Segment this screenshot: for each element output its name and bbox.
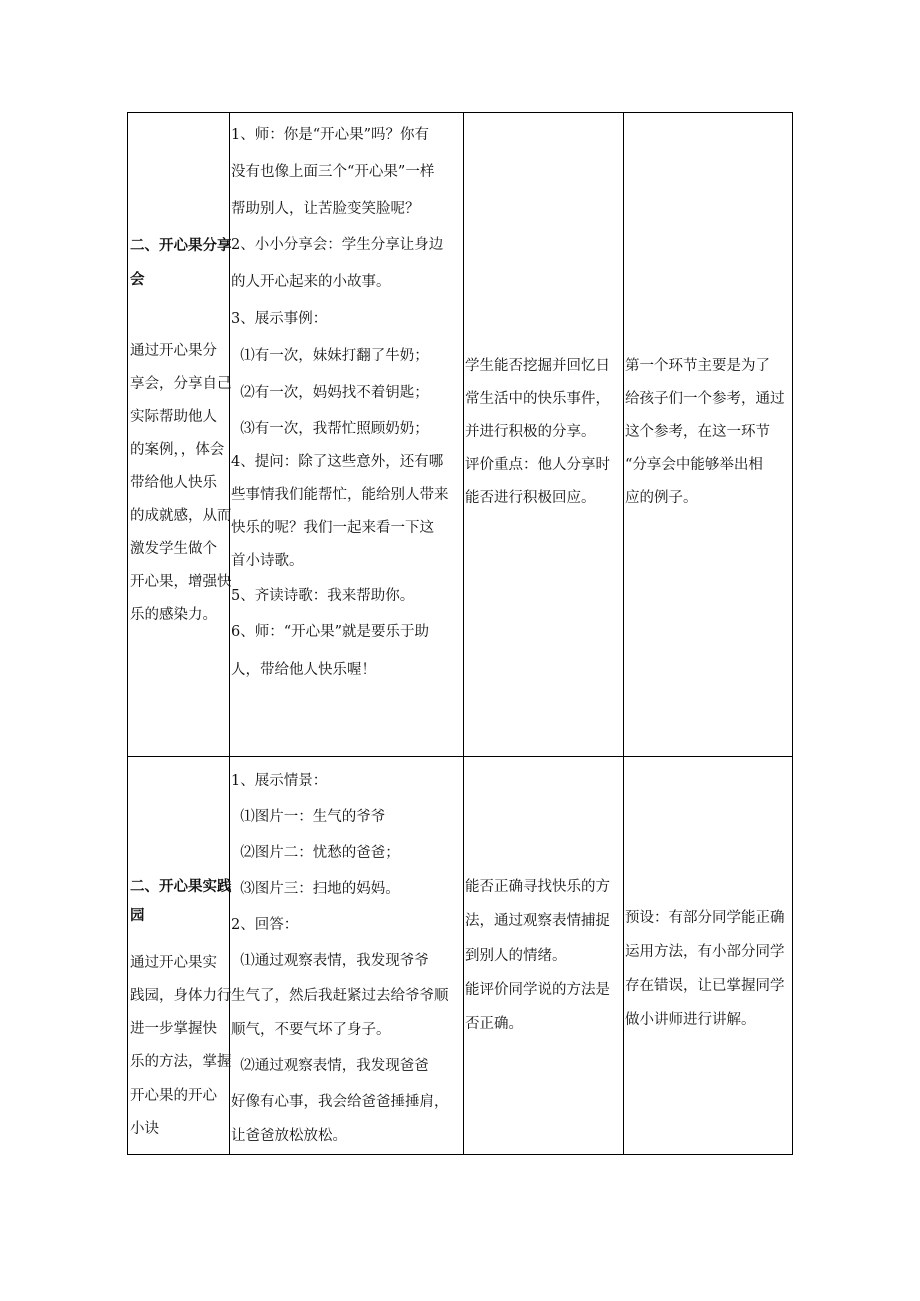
section-title: 二、开心果实践: [130, 879, 232, 895]
design-note-text: 做小讲师进行讲解。: [625, 1012, 756, 1028]
table-border-right: [792, 112, 793, 1155]
design-note-text: 给孩子们一个参考，通过: [625, 391, 785, 407]
column-divider: [623, 112, 624, 1155]
design-note-text: 预设：有部分同学能正确: [625, 910, 785, 926]
goal-text: 的案例，，体会: [130, 442, 225, 458]
goal-text: 小诀: [130, 1121, 159, 1137]
process-line: 快乐的呢？我们一起来看一下这: [231, 520, 434, 536]
process-line: 帮助别人，让苦脸变笑脸呢？: [231, 201, 420, 217]
evaluation-text: 学生能否挖掘并回忆日: [465, 358, 610, 374]
design-note-text: 运用方法，有小部分同学: [625, 944, 785, 960]
process-line: 顺气，不要气坏了身子。: [231, 1022, 391, 1038]
process-line: 3、展示事例：: [231, 311, 328, 327]
table-border-left: [127, 112, 128, 1155]
process-line: 人，带给他人快乐喔！: [231, 662, 376, 678]
design-note-text: 应的例子。: [625, 490, 698, 506]
row-divider: [127, 756, 793, 757]
evaluation-text: 能否进行积极回应。: [465, 490, 596, 506]
process-line: 些事情我们能帮忙，能给别人带来: [231, 487, 449, 503]
process-line: 没有也像上面三个“开心果”一样: [231, 164, 435, 180]
goal-text: 通过开心果实: [130, 955, 217, 971]
section-title: 二、开心果分享: [130, 238, 232, 254]
goal-text: 乐的方法，掌握: [130, 1054, 232, 1070]
process-line: 1、展示情景：: [231, 773, 328, 789]
goal-text: 乐的感染力。: [130, 607, 217, 623]
process-line: ⑴通过观察表情，我发现爷爷: [231, 953, 429, 969]
goal-text: 开心果的开心: [130, 1088, 217, 1104]
evaluation-text: 到别人的情绪。: [465, 948, 567, 964]
process-line: ⑶有一次，我帮忙照顾奶奶；: [231, 421, 429, 437]
goal-text: 实际帮助他人: [130, 409, 217, 425]
process-line: 1、师：你是“开心果”吗？你有: [231, 127, 430, 143]
goal-text: 带给他人快乐: [130, 475, 217, 491]
column-divider: [463, 112, 464, 1155]
section-title: 园: [130, 908, 145, 924]
lesson-plan-table: [127, 112, 793, 1155]
section-title: 会: [130, 272, 145, 288]
process-line: 首小诗歌。: [231, 553, 304, 569]
evaluation-text: 法，通过观察表情捕捉: [465, 913, 610, 929]
evaluation-text: 否正确。: [465, 1016, 523, 1032]
process-line: ⑶图片三：扫地的妈妈。: [231, 881, 400, 897]
goal-text: 开心果，增强快: [130, 574, 232, 590]
evaluation-text: 评价重点：他人分享时: [465, 457, 610, 473]
design-note-text: 这个参考，在这一环节: [625, 424, 770, 440]
process-line: 好像有心事，我会给爸爸捶捶肩，: [231, 1094, 449, 1110]
design-note-text: “分享会中能够举出相: [625, 457, 763, 473]
table-border-top: [127, 112, 793, 113]
evaluation-text: 常生活中的快乐事件，: [465, 391, 610, 407]
evaluation-text: 能否正确寻找快乐的方: [465, 879, 610, 895]
process-line: 的人开心起来的小故事。: [231, 274, 391, 290]
process-line: 2、小小分享会：学生分享让身边: [231, 237, 444, 253]
goal-text: 激发学生做个: [130, 541, 217, 557]
process-line: 让爸爸放松放松。: [231, 1128, 347, 1144]
process-line: 4、提问：除了这些意外，还有哪: [231, 454, 444, 470]
evaluation-text: 并进行积极的分享。: [465, 424, 596, 440]
process-line: 2、回答：: [231, 917, 299, 933]
process-line: ⑵有一次，妈妈找不着钥匙；: [231, 385, 429, 401]
goal-text: 享会，分享自己: [130, 376, 232, 392]
process-line: 6、师：“开心果”就是要乐于助: [231, 624, 430, 640]
goal-text: 通过开心果分: [130, 343, 217, 359]
process-line: ⑵通过观察表情，我发现爸爸: [231, 1058, 429, 1074]
goal-text: 进一步掌握快: [130, 1021, 217, 1037]
process-line: 生气了，然后我赶紧过去给爷爷顺: [231, 988, 449, 1004]
goal-text: 践园，身体力行: [130, 988, 232, 1004]
evaluation-text: 能评价同学说的方法是: [465, 982, 610, 998]
goal-text: 的成就感，从而: [130, 508, 232, 524]
design-note-text: 第一个环节主要是为了: [625, 358, 770, 374]
design-note-text: 存在错误，让已掌握同学: [625, 978, 785, 994]
process-line: ⑴图片一：生气的爷爷: [231, 809, 386, 825]
process-line: ⑴有一次，妹妹打翻了牛奶；: [231, 348, 429, 364]
table-border-bottom: [127, 1154, 793, 1155]
process-line: 5、齐读诗歌：我来帮助你。: [231, 588, 415, 604]
process-line: ⑵图片二：忧愁的爸爸；: [231, 845, 400, 861]
